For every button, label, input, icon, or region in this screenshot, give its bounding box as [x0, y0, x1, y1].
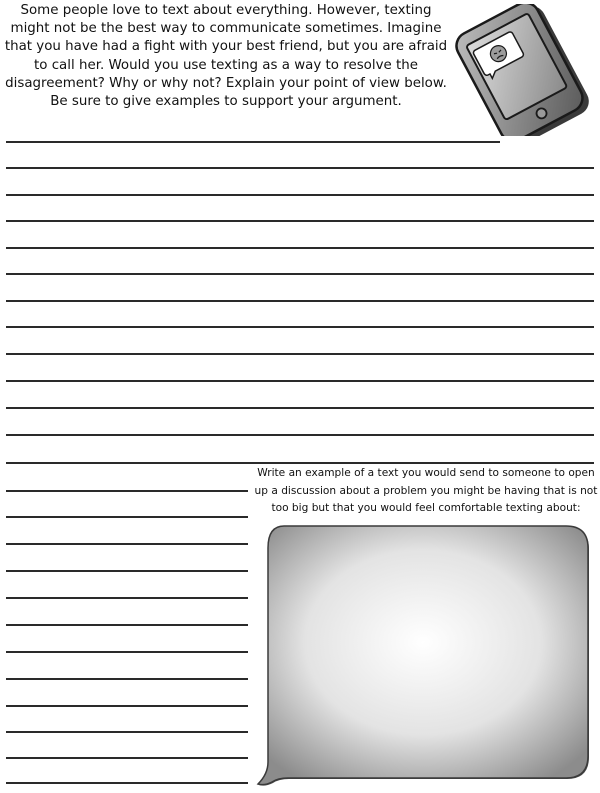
writing-line[interactable]: [6, 434, 594, 436]
writing-line[interactable]: [6, 273, 594, 275]
writing-line[interactable]: [6, 407, 594, 409]
writing-line[interactable]: [6, 731, 248, 733]
writing-line[interactable]: [6, 678, 248, 680]
writing-line[interactable]: [6, 624, 248, 626]
writing-line[interactable]: [6, 326, 594, 328]
writing-line[interactable]: [6, 782, 248, 784]
writing-line[interactable]: [6, 194, 594, 196]
writing-line[interactable]: [6, 597, 248, 599]
writing-line[interactable]: [6, 380, 594, 382]
writing-line[interactable]: [6, 247, 594, 249]
writing-line[interactable]: [6, 543, 248, 545]
writing-line[interactable]: [6, 757, 248, 759]
writing-line[interactable]: [6, 705, 248, 707]
writing-line[interactable]: [6, 167, 594, 169]
writing-line[interactable]: [6, 570, 248, 572]
writing-line[interactable]: [6, 516, 248, 518]
speech-bubble-icon[interactable]: [254, 524, 590, 786]
text-example-prompt: Write an example of a text you would send to someone to open up a discussion about a problem you might be having that is not too big but that you would feel comfortable texting about:: [254, 467, 598, 514]
writing-line[interactable]: [6, 490, 248, 492]
writing-line[interactable]: [6, 462, 594, 464]
writing-line[interactable]: [6, 300, 594, 302]
smartphone-icon: [446, 4, 600, 136]
writing-line[interactable]: [6, 220, 594, 222]
writing-line[interactable]: [6, 353, 594, 355]
writing-line[interactable]: [6, 141, 500, 143]
writing-line[interactable]: [6, 651, 248, 653]
writing-prompt: Some people love to text about everything. However, texting might not be the best way to communicate sometimes. Imagine that you have had a fight with your best friend, but you are afraid to call her. Would you use texting as a way to resolve the disagreement? Why or why not? Explain your point of view below. Be sure to give examples to support your argument.: [4, 3, 448, 110]
